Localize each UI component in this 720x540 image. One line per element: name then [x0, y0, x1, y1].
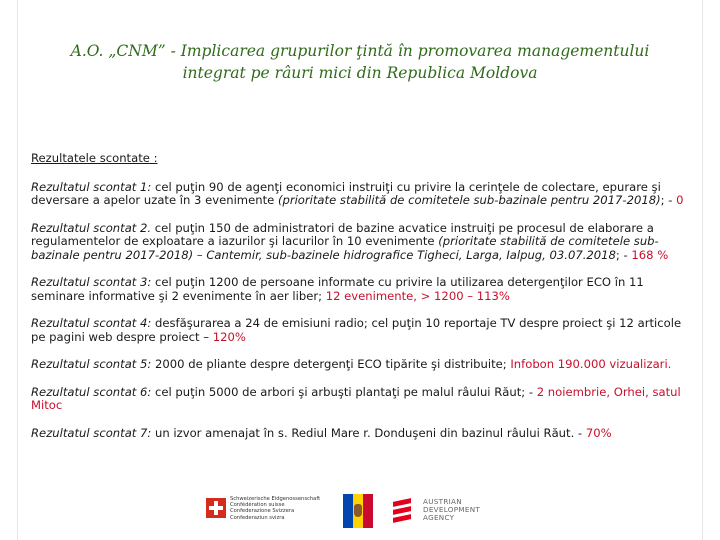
- result-highlight: Infobon 190.000 vizualizari.: [510, 357, 672, 371]
- result-item-1: [31, 181, 694, 208]
- result-highlight: 0: [676, 193, 684, 207]
- result-label: Rezultatul scontat 4:: [31, 316, 152, 330]
- ada-line: DEVELOPMENT: [423, 505, 481, 515]
- result-highlight: 2 noiembrie, Orhei, satul Mitoc: [31, 384, 681, 412]
- result-label: Rezultatul scontat 7:: [31, 425, 152, 440]
- result-tail: ; -: [615, 247, 632, 262]
- austrian-development-agency-logo-icon: [393, 498, 413, 522]
- result-text: cel puţin 90 de agenţi economici instruiţi cu privire la cerinţele de colectare, epurare şi deversare a apelor uzate în 3 evenimente: [31, 179, 661, 207]
- result-text: desfăşurarea a 24 de emisiuni radio; cel puţin 10 reportaje TV despre proiect şi 12 articole pe pagini web despre proiect –: [31, 316, 682, 344]
- title-line-2: integrat pe râuri mici din Republica Moldova: [182, 64, 538, 82]
- results-subheading: [31, 152, 694, 166]
- result-text: cel puţin 150 de administratori de bazine acvatice instruiţi pe procesul de elaborare a regulamentelor de exploatare a iazurilor şi lacurilor în 10 evenimente: [31, 220, 654, 248]
- result-text: cel puţin 1200 de persoane informate cu privire la utilizarea detergenţilor ECO în 11 seminare informative şi 2 evenimente în aer liber;: [31, 275, 644, 303]
- result-text: 2000 de pliante despre detergenţi ECO tipărite şi distribuite;: [151, 357, 511, 371]
- result-item-3: [31, 276, 694, 303]
- results-content: [31, 152, 694, 454]
- result-label: Rezultatul scontat 6:: [31, 384, 152, 399]
- result-text: cel puţin 5000 de arbori şi arbuşti plantaţi pe malul râului Răut; -: [151, 384, 537, 399]
- moldova-coat-of-arms-icon: [343, 494, 373, 528]
- result-highlight: 70%: [585, 425, 612, 440]
- result-label: Rezultatul scontat 1:: [31, 179, 152, 194]
- ada-line: AGENCY: [423, 513, 455, 523]
- result-highlight: 168 %: [631, 247, 669, 262]
- swiss-line: Confederaziun svizra: [230, 514, 285, 521]
- swiss-line: Confederazione Svizzera: [230, 508, 295, 515]
- result-item-7: [31, 427, 694, 441]
- result-item-2: [31, 222, 694, 263]
- result-tail: ; -: [660, 193, 677, 207]
- swiss-line: Confédération suisse: [230, 502, 285, 509]
- right-border-line: [702, 0, 703, 540]
- subheading-suffix: :: [149, 151, 158, 165]
- result-item-6: [31, 386, 694, 413]
- title-line-1: A.O. „CNM” - Implicarea grupurilor ţintă în promovarea managementului: [70, 42, 650, 60]
- result-item-5: [31, 358, 694, 372]
- result-label: Rezultatul scontat 2.: [31, 220, 152, 235]
- ada-line: AUSTRIAN: [423, 497, 462, 506]
- result-item-4: [31, 317, 694, 344]
- swiss-line: Schweizerische Eidgenossenschaft: [230, 496, 321, 502]
- sponsor-logos: [200, 492, 500, 532]
- swiss-confederation-text: [230, 496, 320, 521]
- swiss-flag-icon: [206, 498, 226, 518]
- result-italic-note: (prioritate stabilită de comitetele sub-bazinale pentru 2017-2018): [277, 193, 661, 207]
- subheading-text: Rezultatele scontate: [31, 151, 150, 165]
- result-highlight: 120%: [212, 329, 246, 344]
- result-highlight: 12 evenimente, > 1200 – 113%: [325, 288, 510, 303]
- result-label: Rezultatul scontat 3:: [31, 275, 152, 289]
- austrian-development-agency-text: [423, 498, 480, 523]
- result-text: un izvor amenajat în s. Rediul Mare r. Donduşeni din bazinul râului Răut. -: [151, 425, 586, 440]
- result-italic-note: (prioritate stabilită de comitetele sub-bazinale pentru 2017-2018) – Cantemir, sub-bazinele hidrografice Tigheci, Larga, Ialpug, 03.07.2018: [31, 234, 659, 262]
- left-border-line: [17, 0, 18, 540]
- result-label: Rezultatul scontat 5:: [31, 357, 152, 371]
- slide-title: [40, 40, 680, 84]
